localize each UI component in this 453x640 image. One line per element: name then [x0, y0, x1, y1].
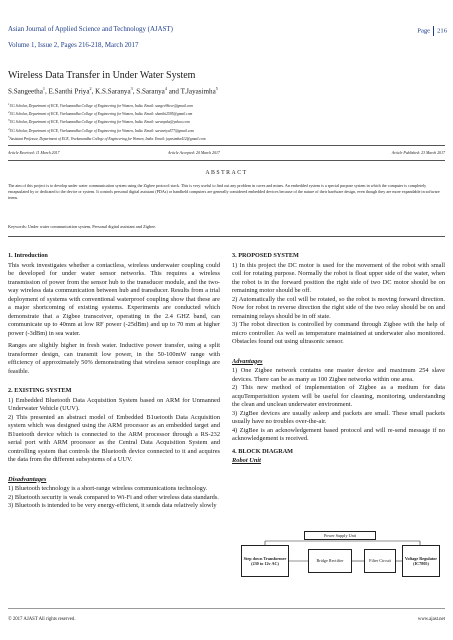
- footer-divider: [8, 608, 445, 609]
- filter-circuit-box: Filter Circuit: [364, 549, 396, 573]
- date-received: Article Received: 11 March 2017: [8, 151, 60, 155]
- intro-paragraph-2: Ranges are slightly higher in fresh water. Inductive power transfer, using a split transformer design, can transmit low power, in the 50-100mW range with efficiency of approximately 50% demonstrating that wireless sensor couplings are feasible.: [8, 342, 220, 375]
- proposed-item-2: 2) Automatically the coil will be rotated, so the robot is moving forward direction. Now for robot in reverse direction the right side of the two relay should be on and remaining relays should be in off state.: [232, 295, 445, 320]
- journal-name: Asian Journal of Applied Science and Technology (AJAST): [8, 26, 173, 33]
- abstract-text: The aim of this project is to develop under water communication system using the Zigbee protocol stack. This is very useful to find out any problem in caves and mines. An embedded system is a special purpose system in which the computer is completely encapsulated by or dedicated to the device or system. It controls personal digital assistant (PDAs) or handheld computers are generally considered embedded devices because of the nature of their hardware design, even though they are more expandable in software terms.: [8, 183, 440, 200]
- affiliation-3-sup: 3: [8, 118, 10, 123]
- intro-paragraph-1: This work investigates whether a contactless, wireless underwater coupling could be developed for under water sensor networks. This requires a wireless transmission of power from the sensor hub to the transducer module, and the two-way wireless data communication between hub and transducer. Results from a trial deployment of systems with conventional waterproof coupling show that these are a major shortcoming of existing systems. Experiments are conducted which demonstrate that a Zigbee transceiver, operating in the 2.4 GHZ band, can communicate up to 40mm at low RF power (-25dBm) and up to 70 mm at higher power (-3dBm) in sea water.: [8, 261, 220, 337]
- journal-issue: Volume 1, Issue 2, Pages 216-218, March 2017: [8, 42, 139, 49]
- affiliation-3-text: UG Scholar, Department of ECE, Vivekanandha College of Engineering for Women, India. Email: saranyaks@yahoo.com: [9, 120, 190, 125]
- date-published: Article Published: 23 March 2017: [391, 151, 445, 155]
- affiliation-3: [8, 117, 445, 125]
- affiliation-2-text: UG Scholar, Department of ECE, Vivekanandha College of Engineering for Women, India. Email: shanthi2595@gmail.com: [9, 112, 193, 117]
- proposed-item-3: 3) The robot direction is controlled by command through Zigbee with the help of micro controller. As well as temperature maintained at underwater also monitored. Obstacles found out using ultrasonic sensor.: [232, 321, 445, 345]
- existing-heading: 2. EXISTING SYSTEM: [8, 387, 72, 394]
- author-2-sup: 2: [89, 86, 92, 91]
- advantage-4: 4) ZigBee is an acknowledgement based protocol and will re-send message if no acknowledgement is received.: [232, 426, 445, 442]
- proposed-item-1: 1) In this project the DC motor is used for the movement of the robot with small coil for rotating purpose. Normally the robot is float upper side of the water, when the robot is in the forward position the right side of two DC motor should be on remaining motor should be off.: [232, 261, 445, 294]
- disadvantage-1: 1) Bluetooth technology is a short-range wireless communications technology.: [8, 485, 208, 492]
- disadvantages-heading: Disadvantages: [8, 475, 47, 483]
- footer-copyright: © 2017 AJAST All rights reserved.: [8, 617, 76, 622]
- affiliation-4-sup: 4: [8, 126, 10, 131]
- affiliation-5-sup: 5: [8, 134, 10, 139]
- intro-heading: 1. Introduction: [8, 252, 48, 259]
- divider-top: [8, 145, 445, 146]
- author-4-sup: 4: [164, 86, 167, 91]
- advantage-1: 1) One Zigbee network contains one master device and maximum 254 slave devices. There can be as many as 100 Zigbee networks within one area.: [232, 367, 445, 383]
- power-supply-box: Power Supply Unit: [304, 531, 376, 540]
- affiliation-5: [8, 134, 445, 142]
- page-label: Page: [417, 27, 431, 35]
- right-column: [232, 252, 445, 467]
- page-number: [417, 26, 447, 36]
- article-title: Wireless Data Transfer in Under Water System: [8, 70, 196, 81]
- author-list: S.Sangeetha$^1$, E.Santhi Priya$^2$, K.S.Saranya$^3$, S.Saranya$^4$ and T.Jayasimha$^5$: [8, 86, 218, 96]
- affiliation-1-sup: 1: [8, 102, 10, 106]
- affiliation-5-text: Assistant Professor, Department of ECE, Vivekanandha College of Engineering for Women, India. Email: jayasimha412@gmail.com: [9, 137, 206, 142]
- page-divider: [433, 26, 434, 36]
- author-1: S.Sangeetha: [8, 87, 43, 96]
- affiliation-1-text: UG Scholar, Department of ECE, Vivekanandha College of Engineering for Women, India. Email: sangee9hece@gmail.com: [9, 104, 193, 109]
- block-diagram-heading: 4. BLOCK DIAGRAM: [232, 447, 294, 455]
- voltage-regulator-box: Voltage Regulator (IC7805): [402, 545, 440, 577]
- author-1-sup: 1: [42, 86, 45, 91]
- block-diagram: [232, 531, 445, 589]
- author-5-sup: 5: [215, 86, 218, 91]
- author-2: E.Santhi Priya: [48, 87, 90, 96]
- affiliation-4-text: UG Scholar, Department of ECE, Vivekanandha College of Engineering for Women, India. Email: saranriya577@gmail.com: [9, 128, 194, 133]
- date-accepted: Article Accepted: 20 March 2017: [168, 151, 220, 155]
- existing-item-1: 1) Embedded Bluetooth Data Acquisition System based on ARM for Unmanned Underwater Vehicle (UUV).: [8, 396, 220, 412]
- spacer: [8, 469, 220, 476]
- bridge-rectifier-box: Bridge Rectifier: [308, 549, 352, 573]
- step-down-transformer-box: Step down Transformer (230 to 12v AC): [241, 545, 289, 577]
- disadvantage-2: 2) Bluetooth security is weak compared to Wi-Fi and other wireless data standards.: [8, 493, 219, 501]
- advantage-2: 2) This new method of implementation of Zigbee as a medium for data acquTemperisition system will be useful for cleaning, monitoring, understanding the clean and unclean underwater environment.: [232, 384, 445, 408]
- affiliation-1: [8, 101, 445, 109]
- footer-url[interactable]: www.ajast.net: [417, 617, 445, 622]
- spacer: [232, 351, 445, 358]
- disadvantage-3: 3) Bluetooth is intended to be very energy-efficient, it sends data relatively slowly: [8, 502, 217, 509]
- keywords: Keywords: Under water communication system, Personal digital assistant and Zigbee.: [8, 224, 157, 229]
- divider-abstract: [8, 236, 445, 237]
- affiliation-2: [8, 109, 445, 117]
- advantages-heading: Advantages: [232, 357, 263, 365]
- left-column: [8, 252, 220, 511]
- affiliation-4: [8, 126, 445, 134]
- author-5: T.Jayasimha: [180, 87, 216, 96]
- affiliations: [8, 101, 445, 142]
- page-value: 216: [437, 27, 447, 35]
- robot-unit-label: Robot Unit: [232, 457, 261, 464]
- affiliation-2-sup: 2: [8, 110, 10, 115]
- advantage-3: 3) ZigBee devices are usually asleep and packets are small. These small packets usually have no troubles over-the-air.: [232, 409, 445, 425]
- author-3: K.S.Saranya: [95, 87, 131, 96]
- abstract-heading: ABSTRACT: [205, 170, 248, 176]
- author-4: S.Saranya: [136, 87, 165, 96]
- spacer: [8, 380, 220, 387]
- existing-item-2: 2) This presented an abstract model of Embedded B1uetooth Data Acquisition system which was designed using the ARM processor as an embedded target and B1uetooth device which is connected to the ARM processor through a RS-232 serial port with ARM processor as the Central Data Acquisition System and controlling system that controls the Bluetooth device connected to it and acquires the data from the different subsystems of a UUV.: [8, 413, 220, 463]
- divider-dates: [8, 160, 445, 161]
- proposed-heading: 3. PROPOSED SYSTEM: [232, 252, 299, 259]
- author-3-sup: 3: [130, 86, 133, 91]
